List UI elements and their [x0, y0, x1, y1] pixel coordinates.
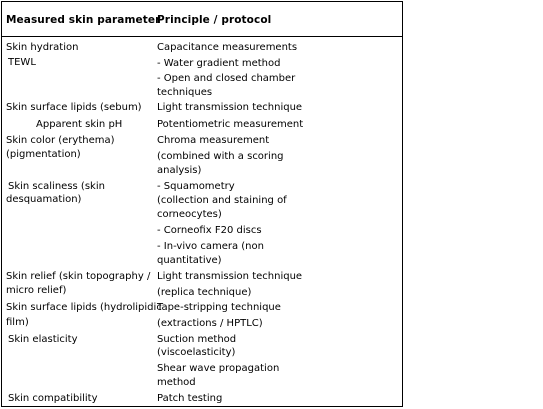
row-6-protocol-line-0: Light transmission technique	[157, 271, 303, 282]
row-5-protocol-line-4: - In-vivo camera (non	[157, 241, 264, 252]
row-3-parameter: Apparent skin pH	[36, 119, 123, 130]
row-8-protocol-line-0: Suction method	[157, 334, 237, 345]
row-7-parameter-line-0: Skin surface lipids (hydrolipidic	[6, 302, 162, 313]
table-header	[2, 2, 402, 37]
row-1-parameter: TEWL	[8, 57, 36, 68]
row-9-protocol: Patch testing	[157, 393, 223, 404]
row-5-protocol-line-3: - Corneofix F20 discs	[157, 225, 262, 236]
row-8-protocol-line-2: Shear wave propagation	[157, 363, 280, 374]
row-0-parameter: Skin hydration	[6, 42, 79, 53]
row-1-protocol-line-2: techniques	[157, 87, 213, 98]
row-1-protocol-line-1: - Open and closed chamber	[157, 73, 296, 84]
row-6-parameter-line-0: Skin relief (skin topography /	[6, 271, 151, 282]
row-5-protocol-line-5: quantitative)	[157, 255, 222, 266]
row-0-protocol: Capacitance measurements	[157, 42, 298, 53]
row-5-protocol-line-0: - Squamometry	[157, 181, 235, 192]
row-4-parameter-line-1: (pigmentation)	[6, 149, 81, 160]
parameters-table	[1, 1, 403, 407]
row-5-protocol-line-1: (collection and staining of	[157, 195, 287, 206]
row-2-protocol: Light transmission technique	[157, 102, 303, 113]
header-measured-skin-parameter: Measured skin parameter	[6, 14, 161, 26]
row-6-parameter-line-1: micro relief)	[6, 285, 67, 296]
row-4-protocol-line-2: analysis)	[157, 165, 202, 176]
row-1-protocol-line-0: - Water gradient method	[157, 58, 281, 69]
row-8-protocol-line-1: (viscoelasticity)	[157, 347, 236, 358]
row-7-protocol-line-0: Tape-stripping technique	[157, 302, 281, 313]
row-6-protocol-line-1: (replica technique)	[157, 287, 252, 298]
row-9-parameter: Skin compatibility	[8, 393, 98, 404]
row-4-protocol-line-0: Chroma measurement	[157, 135, 270, 146]
row-7-protocol-line-1: (extractions / HPTLC)	[157, 318, 263, 329]
row-8-parameter: Skin elasticity	[8, 334, 78, 345]
row-4-protocol-line-1: (combined with a scoring	[157, 151, 284, 162]
row-3-protocol: Potentiometric measurement	[157, 119, 304, 130]
row-8-protocol-line-3: method	[157, 377, 196, 388]
row-5-parameter-line-0: Skin scaliness (skin	[8, 181, 105, 192]
row-5-protocol-line-2: corneocytes)	[157, 209, 222, 220]
row-2-parameter: Skin surface lipids (sebum)	[6, 102, 142, 113]
row-7-parameter-line-1: film)	[6, 317, 29, 328]
row-5-parameter-line-1: desquamation)	[6, 194, 82, 205]
header-principle-protocol: Principle / protocol	[157, 14, 272, 26]
row-4-parameter-line-0: Skin color (erythema)	[6, 135, 115, 146]
